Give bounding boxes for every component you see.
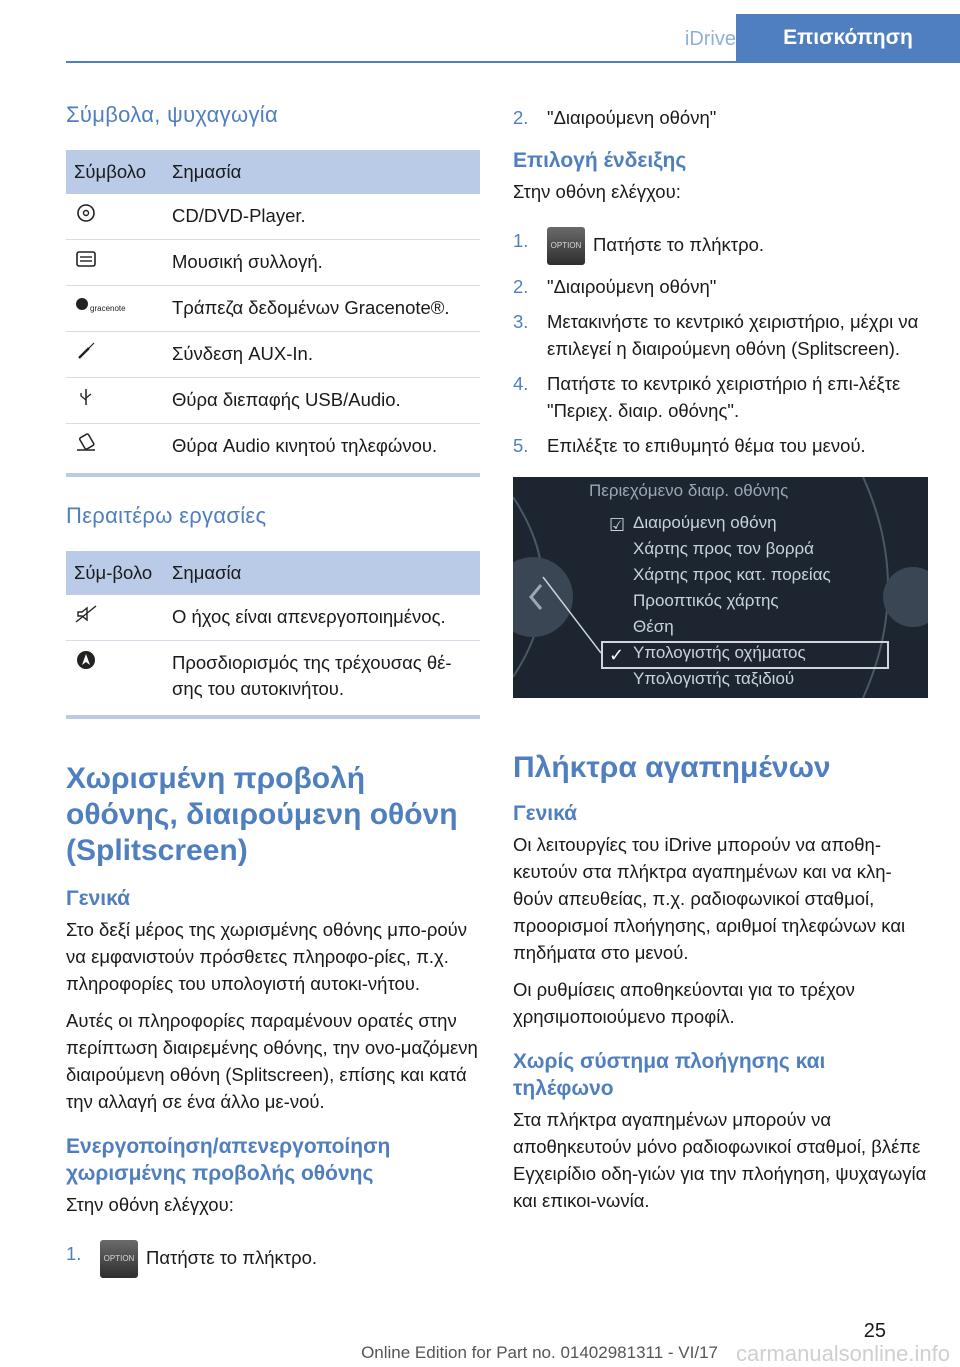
svg-text:gracenote: gracenote: [90, 304, 126, 313]
table-row: [66, 378, 480, 424]
svg-text:✓: ✓: [609, 645, 625, 666]
table-end-rule: [66, 715, 480, 719]
col-header-symbol: Σύμ-βολο: [66, 551, 164, 595]
option-key-icon: OPTION: [100, 1240, 138, 1278]
more-functions-table: [66, 551, 480, 711]
page-number: 25: [863, 1320, 886, 1342]
left-column: [66, 90, 480, 1288]
table-header-row: [66, 551, 480, 595]
favorites-title: Πλήκτρα αγαπημένων: [513, 751, 831, 784]
symbol-meaning: Ο ήχος είναι απενεργοποιημένος.: [164, 595, 480, 641]
table-row: [66, 595, 480, 641]
table-end-rule: [66, 473, 480, 477]
screen-menu-item[interactable]: Υπολογιστής ταξιδιού: [633, 669, 795, 688]
select-steps: [513, 227, 928, 459]
usb-icon: [74, 387, 98, 407]
screen-menu-item[interactable]: Προοπτικός χάρτης: [633, 591, 779, 610]
general-subtitle: Γενικά: [66, 887, 131, 910]
list-item: 1. OPTION Πατήστε το πλήκτρο.: [66, 1240, 480, 1278]
table-row: [66, 332, 480, 378]
list-item: 4. Πατήστε το κεντρικό χειριστήριο ή επι-λέξτε "Περιεχ. διαιρ. οθόνης".: [513, 373, 901, 421]
select-intro: Στην οθόνη ελέγχου:: [513, 181, 681, 202]
symbol-meaning: CD/DVD-Player.: [164, 194, 480, 240]
header-rule: [66, 61, 960, 63]
screen-title: Περιεχόμενο διαιρ. οθόνης: [589, 481, 789, 500]
svg-text:☑: ☑: [609, 515, 626, 536]
list-item: 2. "Διαιρούμενη οθόνη": [513, 107, 717, 128]
splitscreen-paragraph-1: Στο δεξί μέρος της χωρισμένης οθόνης μπο-ρούν να εμφανιστούν πρόσθετες πληροφο-ρίες, π.χ. πληροφορίες του υπολογιστή αυτοκι-νήτου.: [66, 919, 467, 994]
symbol-meaning: Σύνδεση AUX-In.: [164, 332, 480, 378]
col-header-meaning: Σημασία: [164, 551, 480, 595]
list-item: 2. "Διαιρούμενη οθόνη": [513, 276, 717, 297]
more-functions-heading: Περαιτέρω εργασίες: [66, 503, 267, 528]
list-item: 1. OPTION Πατήστε το πλήκτρο.: [513, 227, 928, 265]
symbol-meaning: Προσδιορισμός της τρέχουσας θέ-σης του αυτοκινήτου.: [172, 652, 452, 699]
symbol-meaning: Μουσική συλλογή.: [164, 240, 480, 286]
option-key-icon: OPTION: [547, 227, 585, 265]
symbol-meaning: Τράπεζα δεδομένων Gracenote®.: [164, 286, 480, 332]
list-item: 5. Επιλέξτε το επιθυμητό θέμα του μενού.: [513, 435, 866, 456]
nonav-subtitle: Χωρίς σύστημα πλοήγησης και τηλέφωνο: [513, 1050, 826, 1100]
select-display-subtitle: Επιλογή ένδειξης: [513, 149, 687, 172]
screen-menu-item[interactable]: Διαιρούμενη οθόνη: [633, 513, 777, 532]
splitscreen-paragraph-2: Αυτές οι πληροφορίες παραμένουν ορατές στην περίπτωση διαιρεμένης οθόνης, την ονο-μαζόμενη διαιρούμενη οθόνη (Splitscreen), επίσης και κατά την αλλαγή σε ένα άλλο με-νού.: [66, 1010, 478, 1112]
col-header-meaning: Σημασία: [164, 150, 480, 194]
screen-menu-item[interactable]: Θέση: [633, 617, 674, 636]
watermark-logo: carmanualsonline.info: [735, 1341, 950, 1366]
splitscreen-title: Χωρισμένη προβολή οθόνης, διαιρούμενη οθόνη (Splitscreen): [66, 762, 458, 867]
symbol-meaning: Θύρα διεπαφής USB/Audio.: [164, 378, 480, 424]
favorites-general-subtitle: Γενικά: [513, 802, 578, 825]
favorites-paragraph-3: Στα πλήκτρα αγαπημένων μπορούν να αποθηκευτούν μόνο ραδιοφωνικοί σταθμοί, βλέπε Εγχειρίδιο οδη-γιών για την πλοήγηση, ψυχαγωγία και επικοι-νωνία.: [513, 1109, 927, 1211]
music-collection-icon: [74, 249, 98, 269]
toggle-subtitle: Ενεργοποίηση/απενεργοποίηση χωρισμένης προβολής οθόνης: [66, 1135, 391, 1185]
table-row: [66, 194, 480, 240]
section-tab: Επισκόπηση: [736, 14, 960, 62]
screen-menu-item-selected[interactable]: Υπολογιστής οχήματος: [633, 643, 806, 662]
page-header: [0, 0, 960, 64]
phone-audio-icon: [74, 433, 98, 453]
toggle-intro: Στην οθόνη ελέγχου:: [66, 1194, 234, 1215]
toggle-steps: [66, 1240, 480, 1278]
right-column: [513, 104, 928, 1224]
entertainment-symbols-heading: Σύμβολα, ψυχαγωγία: [66, 102, 278, 127]
favorites-paragraph-1: Οι λειτουργίες του iDrive μπορούν να αποθη-κευτούν στα πλήκτρα αγαπημένων και να κλη-θούν απευθείας, π.χ. ραδιοφωνικοί σταθμοί, προορισμοί πλοήγησης, αριθμοί τηλεφώνων και πηδήματα στο μενού.: [513, 834, 906, 963]
symbol-meaning: Θύρα Audio κινητού τηλεφώνου.: [172, 435, 438, 456]
aux-plug-icon: [74, 341, 98, 361]
list-item: 3. Μετακινήστε το κεντρικό χειριστήριο, μέχρι να επιλεγεί η διαιρούμενη οθόνη (Splitscreen).: [513, 311, 919, 359]
toggle-steps-continued: [513, 104, 928, 131]
table-row: [66, 286, 480, 332]
entertainment-symbols-table: [66, 150, 480, 469]
position-arrow-icon: [74, 650, 98, 670]
table-row: [66, 424, 480, 470]
breadcrumb-idrive: iDrive: [684, 28, 736, 50]
screen-menu-item[interactable]: Χάρτης προς τον βορρά: [633, 539, 815, 558]
col-header-symbol: Σύμβολο: [66, 150, 164, 194]
table-row: [66, 641, 480, 712]
edition-note: Online Edition for Part no. 01402981311 - VI/17: [361, 1343, 718, 1362]
idrive-screen-image: [513, 477, 928, 698]
table-header-row: [66, 150, 480, 194]
screen-menu-item[interactable]: Χάρτης προς κατ. πορείας: [633, 565, 831, 584]
cd-icon: [74, 203, 98, 223]
gracenote-icon: [74, 295, 138, 315]
table-row: [66, 240, 480, 286]
favorites-paragraph-2: Οι ρυθμίσεις αποθηκεύονται για το τρέχον χρησιμοποιούμενο προφίλ.: [513, 979, 855, 1027]
mute-icon: [74, 604, 98, 624]
